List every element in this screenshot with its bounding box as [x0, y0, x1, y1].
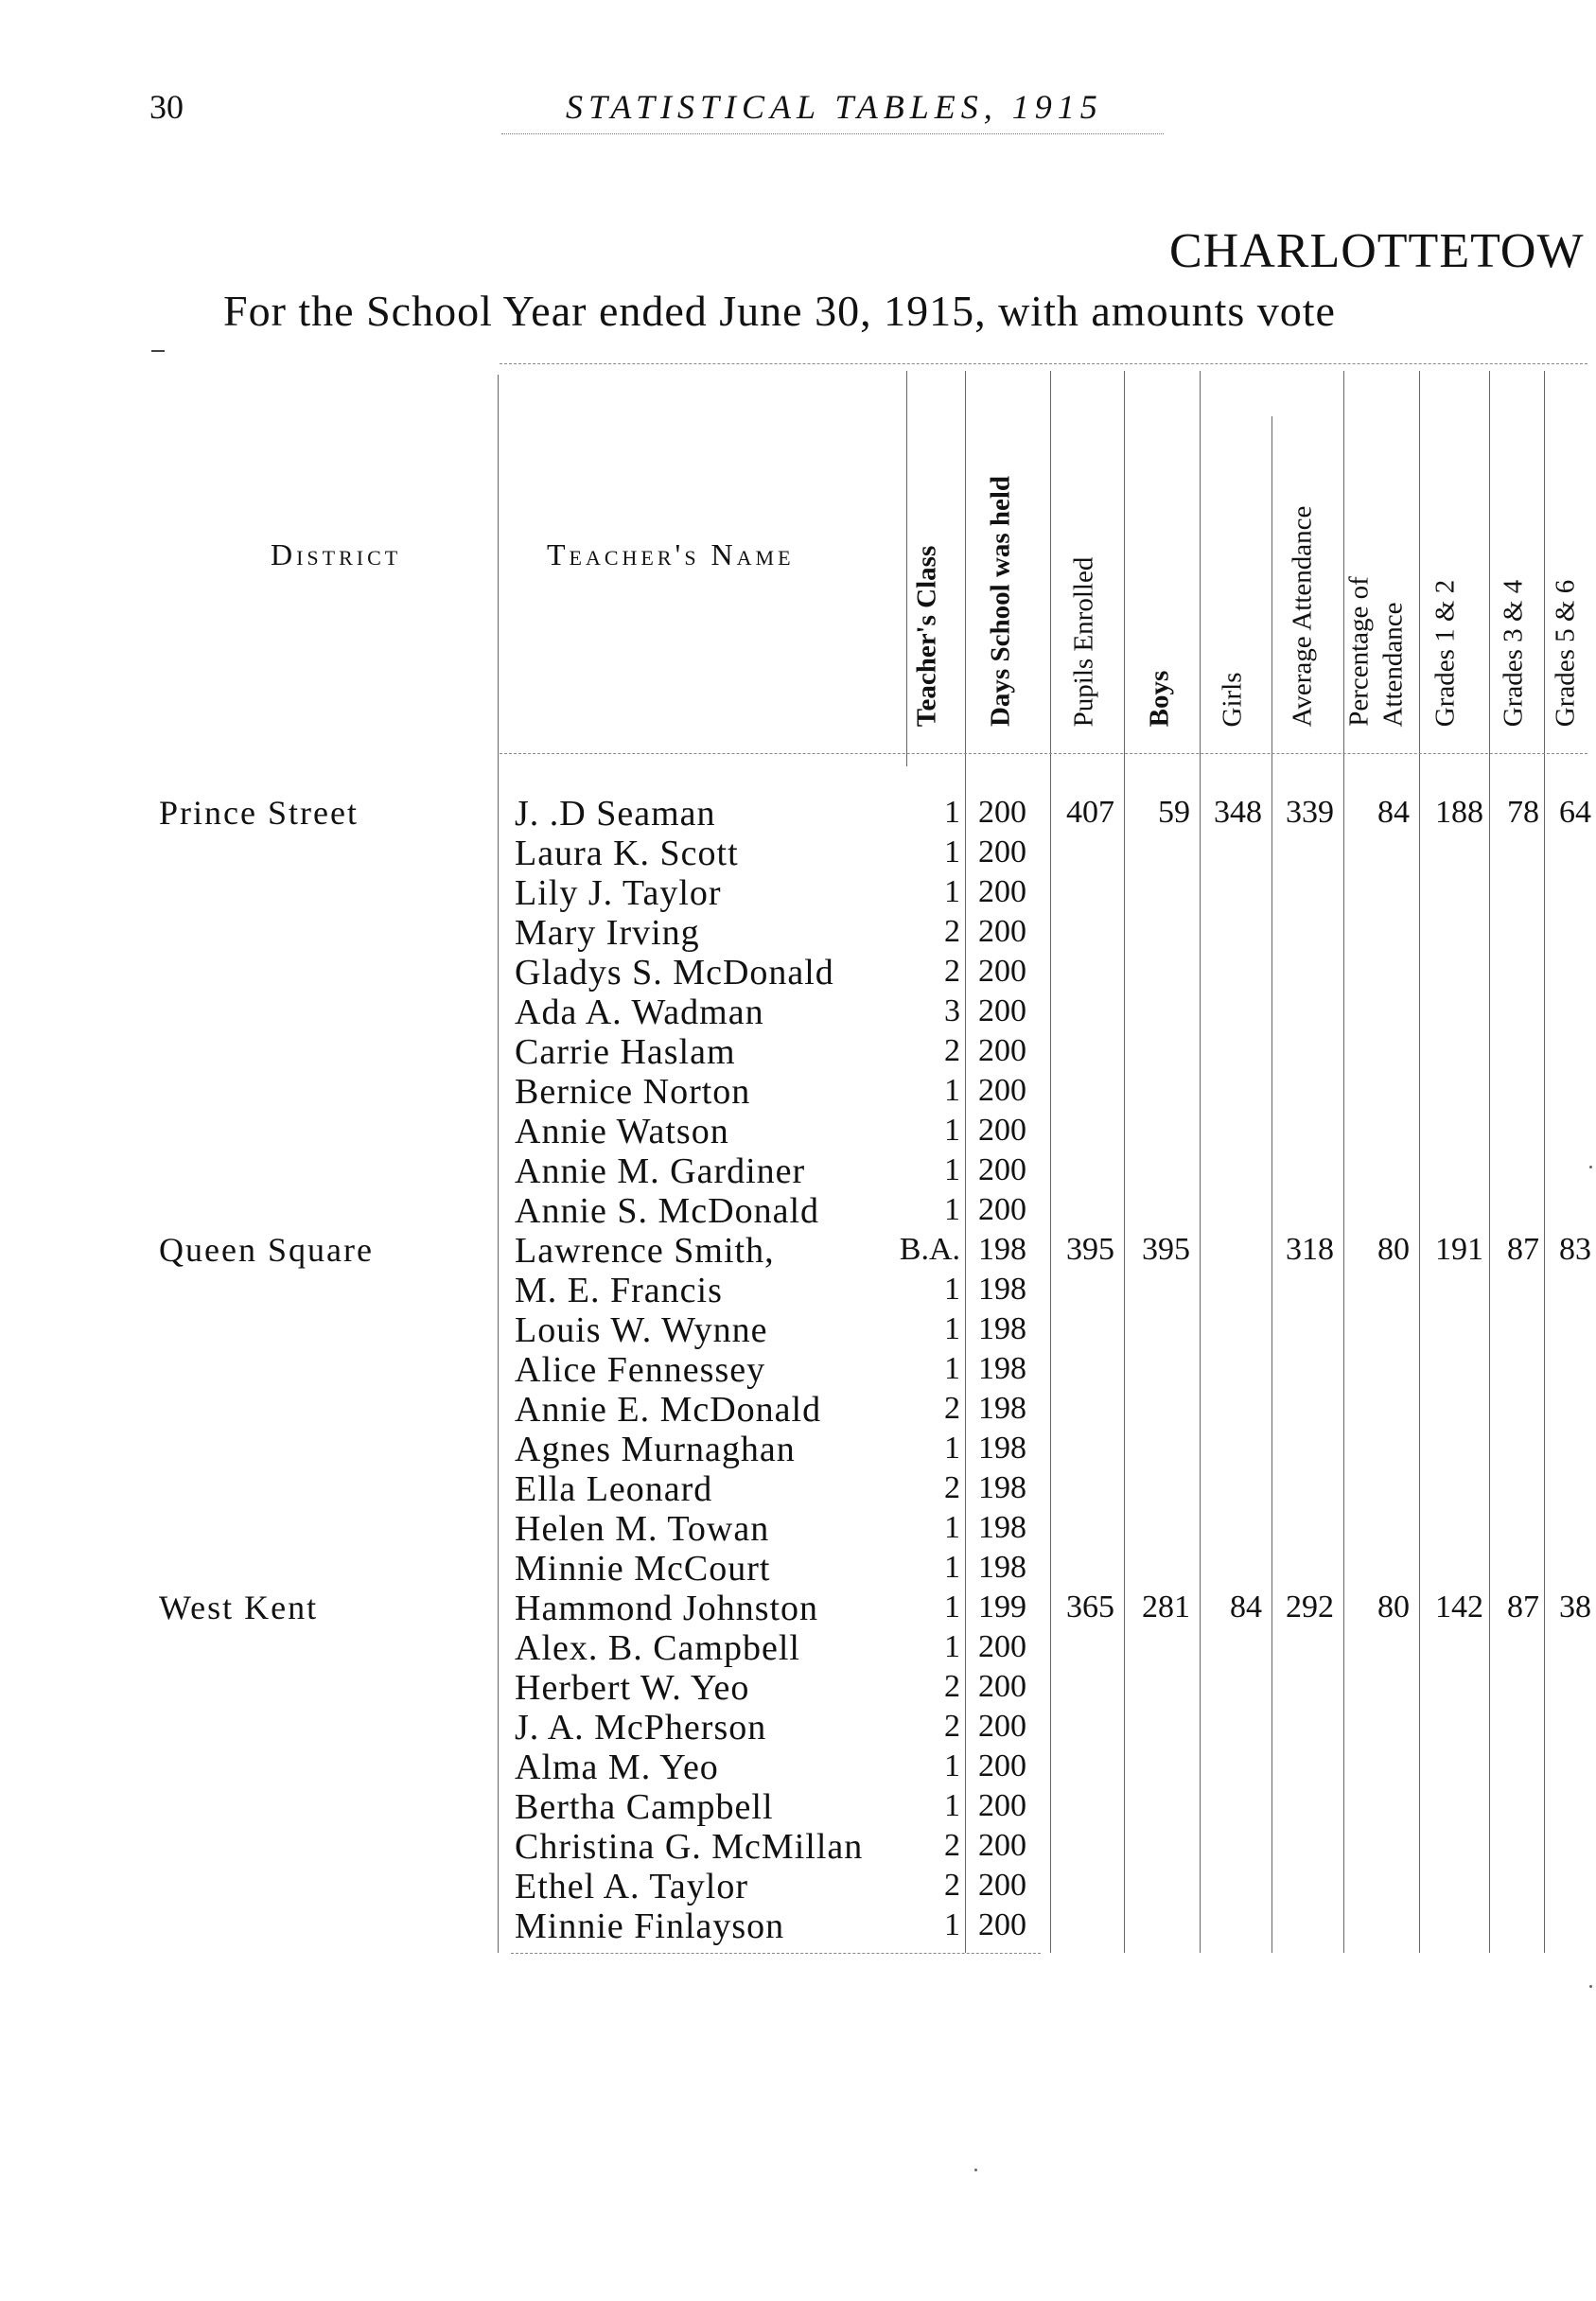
days-held: 200 — [978, 1907, 1026, 1942]
teacher-name: Minnie McCourt — [515, 1549, 771, 1589]
days-held: 200 — [978, 1073, 1026, 1108]
ink-speck — [1589, 1166, 1592, 1168]
running-header: STATISTICAL TABLES, 1915 — [566, 88, 1103, 126]
stat-average-attendance: 292 — [1286, 1590, 1334, 1625]
teacher-class: 1 — [944, 1550, 960, 1585]
teacher-name: Christina G. McMillan — [515, 1827, 864, 1867]
days-held: 200 — [978, 993, 1026, 1028]
stat-girls: 348 — [1214, 795, 1262, 830]
days-held: 200 — [978, 1709, 1026, 1744]
teacher-name: Agnes Murnaghan — [515, 1430, 796, 1469]
teacher-class: 2 — [944, 954, 960, 989]
teacher-class: 1 — [944, 1073, 960, 1108]
stat-pupils-enrolled: 365 — [1066, 1590, 1114, 1625]
teacher-name: Hammond Johnston — [515, 1589, 819, 1628]
days-held: 198 — [978, 1311, 1026, 1346]
district-name: Queen Square — [159, 1231, 374, 1269]
column-rule — [1050, 371, 1051, 1953]
column-header-grades-1-2: Grades 1 & 2 — [1429, 579, 1461, 728]
days-held: 198 — [978, 1391, 1026, 1426]
teacher-name: Lily J. Taylor — [515, 873, 722, 913]
teacher-name: Ella Leonard — [515, 1469, 713, 1509]
teacher-class: 1 — [944, 1311, 960, 1346]
teacher-name: Herbert W. Yeo — [515, 1668, 750, 1708]
teacher-name: Annie E. McDonald — [515, 1390, 822, 1430]
teacher-name: J. A. McPherson — [515, 1708, 767, 1748]
days-held: 200 — [978, 1868, 1026, 1903]
district-name: Prince Street — [159, 794, 359, 832]
column-rule — [1124, 371, 1125, 1953]
teacher-class: 2 — [944, 1470, 960, 1505]
teacher-name: Bernice Norton — [515, 1072, 751, 1112]
teacher-name: Alex. B. Campbell — [515, 1628, 800, 1668]
column-rule — [1419, 371, 1420, 1953]
teacher-name: Laura K. Scott — [515, 834, 739, 873]
column-header-pupils-enrolled: Pupils Enrolled — [1068, 556, 1099, 727]
district-name: West Kent — [159, 1589, 319, 1626]
teacher-class: 1 — [944, 1788, 960, 1823]
stat-grades-1-2: 142 — [1435, 1590, 1483, 1625]
days-held: 200 — [978, 874, 1026, 909]
teacher-name: M. E. Francis — [515, 1271, 723, 1310]
teacher-name: Lawrence Smith, — [515, 1231, 775, 1271]
column-rule — [1200, 371, 1201, 1953]
column-header-girls: Girls — [1217, 672, 1248, 727]
header-rule — [501, 133, 1164, 134]
column-header-percentage-line2: Attendance — [1377, 601, 1409, 728]
stat-average-attendance: 318 — [1286, 1232, 1334, 1267]
days-held: 198 — [978, 1431, 1026, 1466]
days-held: 198 — [978, 1351, 1026, 1386]
stat-girls: 84 — [1230, 1590, 1262, 1625]
stat-boys: 59 — [1158, 795, 1190, 830]
teacher-class: B.A. — [899, 1232, 960, 1267]
stat-grades-5-6: 64 — [1559, 795, 1591, 830]
teacher-name: Alma M. Yeo — [515, 1748, 719, 1787]
teacher-class: 2 — [944, 1709, 960, 1744]
days-held: 198 — [978, 1232, 1026, 1267]
teacher-class: 1 — [944, 834, 960, 869]
days-held: 200 — [978, 914, 1026, 949]
stat-pupils-enrolled: 407 — [1066, 795, 1114, 830]
stat-boys: 281 — [1142, 1590, 1190, 1625]
teacher-class: 1 — [944, 1907, 960, 1942]
teacher-class: 2 — [944, 1391, 960, 1426]
stat-average-attendance: 339 — [1286, 795, 1334, 830]
ink-speck — [974, 2169, 977, 2171]
column-header-grades-5-6: Grades 5 & 6 — [1550, 579, 1581, 728]
days-held: 198 — [978, 1470, 1026, 1505]
teacher-name: Mary Irving — [515, 913, 700, 953]
days-held: 200 — [978, 1748, 1026, 1783]
stat-percentage: 84 — [1377, 795, 1410, 830]
column-rule — [965, 371, 966, 1953]
days-held: 200 — [978, 1113, 1026, 1148]
column-header-district: District — [271, 537, 402, 571]
column-rule — [498, 375, 499, 1953]
ink-speck — [1589, 1985, 1592, 1988]
teacher-class: 1 — [944, 1748, 960, 1783]
column-rule — [1343, 371, 1344, 1953]
teacher-name: Carrie Haslam — [515, 1032, 736, 1072]
column-header-grades-3-4: Grades 3 & 4 — [1498, 579, 1529, 728]
stat-grades-3-4: 78 — [1507, 795, 1539, 830]
teacher-class: 1 — [944, 1113, 960, 1148]
teacher-name: Annie M. Gardiner — [515, 1151, 806, 1191]
teacher-class: 1 — [944, 1590, 960, 1625]
days-held: 200 — [978, 1669, 1026, 1704]
teacher-class: 2 — [944, 1828, 960, 1863]
stat-pupils-enrolled: 395 — [1066, 1232, 1114, 1267]
days-held: 198 — [978, 1510, 1026, 1545]
teacher-name: Alice Fennessey — [515, 1350, 766, 1390]
stat-grades-5-6: 38 — [1559, 1590, 1591, 1625]
days-held: 200 — [978, 1152, 1026, 1187]
teacher-class: 1 — [944, 795, 960, 830]
teacher-class: 1 — [944, 874, 960, 909]
column-header-teachers-class: Teacher's Class — [911, 545, 942, 728]
stat-grades-3-4: 87 — [1507, 1590, 1539, 1625]
column-header-boys: Boys — [1144, 670, 1175, 727]
teacher-class: 3 — [944, 993, 960, 1028]
teacher-class: 2 — [944, 1669, 960, 1704]
page-subtitle: For the School Year ended June 30, 1915, with amounts vote — [223, 287, 1336, 335]
teacher-class: 2 — [944, 914, 960, 949]
teacher-name: Annie Watson — [515, 1112, 729, 1151]
stat-percentage: 80 — [1377, 1590, 1410, 1625]
teacher-class: 1 — [944, 1351, 960, 1386]
days-held: 199 — [978, 1590, 1026, 1625]
teacher-name: Bertha Campbell — [515, 1787, 774, 1827]
days-held: 200 — [978, 1629, 1026, 1664]
days-held: 200 — [978, 1788, 1026, 1823]
days-held: 198 — [978, 1550, 1026, 1585]
stat-grades-3-4: 87 — [1507, 1232, 1539, 1267]
column-header-average-attendance: Average Attendance — [1287, 505, 1318, 727]
days-held: 200 — [978, 954, 1026, 989]
teacher-class: 1 — [944, 1510, 960, 1545]
teacher-class: 1 — [944, 1431, 960, 1466]
teacher-class: 1 — [944, 1152, 960, 1187]
teacher-name: J. .D Seaman — [515, 794, 716, 834]
teacher-name: Ada A. Wadman — [515, 992, 764, 1032]
days-held: 200 — [978, 1828, 1026, 1863]
teacher-class: 1 — [944, 1272, 960, 1307]
column-header-days-held: Days School was held — [985, 475, 1016, 728]
teacher-class: 1 — [944, 1629, 960, 1664]
days-held: 200 — [978, 795, 1026, 830]
page-number: 30 — [149, 88, 184, 126]
teacher-class: 2 — [944, 1033, 960, 1068]
days-held: 200 — [978, 834, 1026, 869]
stat-percentage: 80 — [1377, 1232, 1410, 1267]
margin-dash — [151, 350, 165, 352]
column-rule — [906, 371, 907, 766]
stat-grades-5-6: 83 — [1559, 1232, 1591, 1267]
column-rule — [1544, 371, 1545, 1953]
teacher-name: Annie S. McDonald — [515, 1191, 820, 1231]
column-rule — [1489, 371, 1490, 1953]
table-rule — [500, 753, 1587, 754]
table-rule — [500, 363, 1587, 364]
column-header-teacher-name: Teacher's Name — [547, 537, 795, 571]
teacher-name: Ethel A. Taylor — [515, 1867, 748, 1906]
days-held: 200 — [978, 1033, 1026, 1068]
teacher-class: 2 — [944, 1868, 960, 1903]
days-held: 198 — [978, 1272, 1026, 1307]
teacher-name: Helen M. Towan — [515, 1509, 770, 1549]
column-header-percentage-line1: Percentage of — [1343, 576, 1375, 727]
stat-grades-1-2: 191 — [1435, 1232, 1483, 1267]
table-rule — [511, 1953, 1041, 1954]
page-title: CHARLOTTETOW — [1169, 224, 1585, 278]
stat-boys: 395 — [1142, 1232, 1190, 1267]
teacher-name: Minnie Finlayson — [515, 1906, 785, 1946]
teacher-name: Gladys S. McDonald — [515, 953, 834, 992]
teacher-class: 1 — [944, 1192, 960, 1227]
teacher-name: Louis W. Wynne — [515, 1310, 768, 1350]
days-held: 200 — [978, 1192, 1026, 1227]
stat-grades-1-2: 188 — [1435, 795, 1483, 830]
